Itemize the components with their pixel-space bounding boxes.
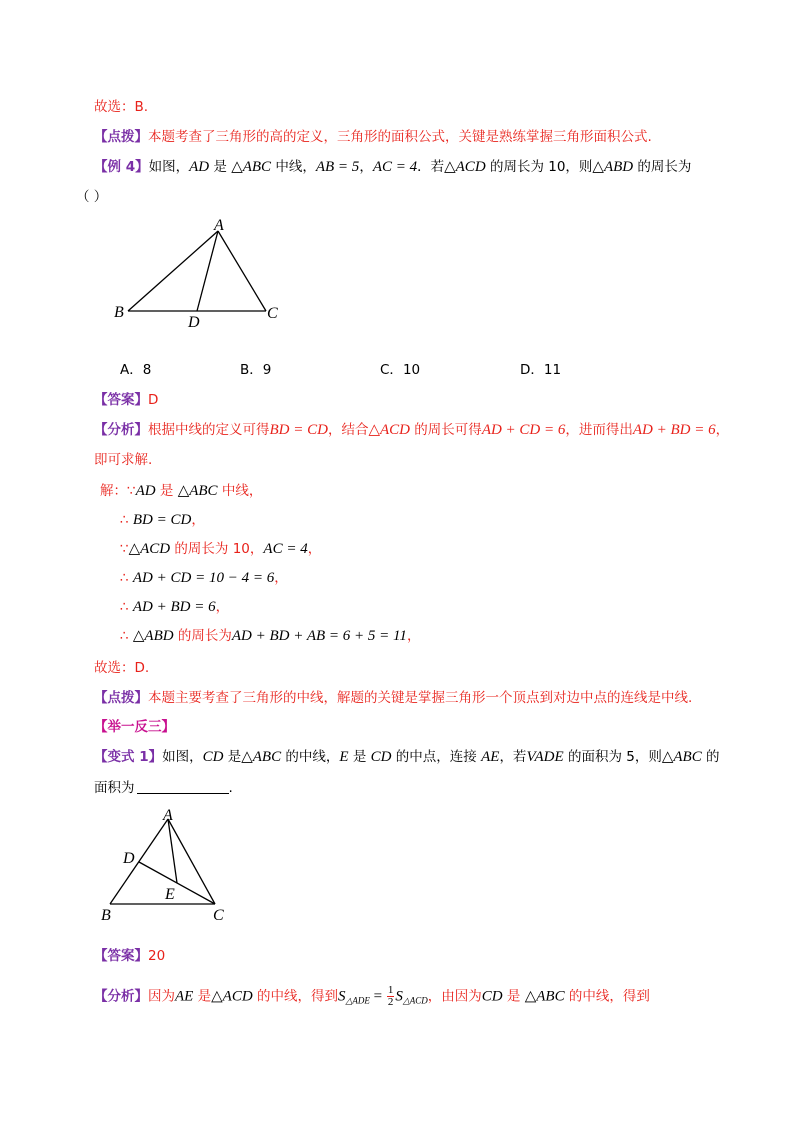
punct: . bbox=[228, 780, 233, 796]
punct: ， bbox=[307, 541, 322, 557]
q-text: 如图， bbox=[162, 749, 203, 765]
answer-value: D bbox=[148, 392, 159, 408]
analysis-text: 是 bbox=[193, 988, 212, 1005]
choice-letter: C． bbox=[380, 362, 403, 378]
q-text: ．若 bbox=[417, 159, 445, 175]
math-acd: △ACD bbox=[368, 422, 411, 438]
solution-line-6 bbox=[120, 626, 420, 646]
math-abc: △ABC bbox=[524, 988, 565, 1005]
choice-value: 8 bbox=[142, 362, 152, 378]
math-abd: △ABD bbox=[592, 159, 634, 175]
math-abc: △ABC bbox=[241, 749, 282, 765]
q-text: 如图， bbox=[148, 159, 190, 175]
q-text: 的周长为 10，则 bbox=[485, 159, 593, 175]
choice-value: 9 bbox=[262, 362, 272, 378]
q-text: 的中点，连接 bbox=[391, 749, 482, 765]
math-abc: △ABC bbox=[661, 749, 702, 765]
math-s: S bbox=[337, 988, 346, 1005]
q-text: 中线， bbox=[271, 159, 316, 175]
label-d: D bbox=[188, 314, 200, 330]
math-abc: △ABC bbox=[177, 483, 218, 499]
variant-1-line-2 bbox=[94, 778, 233, 798]
analysis-text: 的中线，得到 bbox=[252, 988, 338, 1005]
because-symbol: ∵ bbox=[120, 541, 129, 557]
math-s: S bbox=[395, 988, 403, 1005]
math-eq: BD = CD bbox=[132, 512, 192, 528]
choice-letter: A． bbox=[120, 362, 143, 378]
punct: ， bbox=[215, 599, 230, 615]
math-ae: AE bbox=[175, 988, 194, 1005]
analysis-text: 是 bbox=[502, 988, 525, 1005]
therefore-symbol: ∴ bbox=[120, 599, 133, 615]
math-acd: △ACD bbox=[444, 159, 486, 175]
q-text: 的面积为 5，则 bbox=[563, 749, 662, 765]
math-acd: △ACD bbox=[211, 988, 253, 1005]
answer-2 bbox=[94, 946, 165, 966]
fraction-denominator: 2 bbox=[387, 996, 394, 1008]
answer-choice-d-line: 故选：D. bbox=[94, 660, 150, 676]
answer-value: 20 bbox=[148, 948, 166, 964]
analysis-1-line-2: 即可求解. bbox=[94, 452, 153, 468]
analysis-text: 因为 bbox=[148, 988, 175, 1005]
answer-parentheses: （ ） bbox=[76, 189, 108, 205]
math-eq: AD + BD = 6 bbox=[632, 422, 716, 438]
answer-1 bbox=[94, 390, 158, 410]
math-eq: AC = 4 bbox=[263, 541, 308, 557]
solution-text: 的周长为 bbox=[173, 628, 232, 644]
analysis-text: ，由因为 bbox=[427, 988, 482, 1005]
section-heading: 【举一反三】 bbox=[94, 719, 175, 735]
q-text: ， bbox=[359, 159, 373, 175]
analysis-text: 根据中线的定义可得 bbox=[148, 422, 270, 438]
q-text: 面积为 bbox=[94, 780, 135, 796]
variant-tag: 【变式 1】 bbox=[94, 749, 163, 765]
analysis-2 bbox=[94, 985, 650, 1011]
side-ab bbox=[110, 819, 168, 904]
punct: ， bbox=[406, 628, 421, 644]
q-text: 是 bbox=[348, 749, 371, 765]
side-ab bbox=[128, 231, 218, 311]
solution-line-5 bbox=[120, 597, 229, 617]
label-b: B bbox=[114, 304, 124, 321]
variant-1-question bbox=[94, 747, 720, 767]
triangle-figure-2 bbox=[95, 805, 245, 925]
math-cd: CD bbox=[202, 749, 224, 765]
analysis-1 bbox=[94, 420, 729, 440]
math-eq: AD + BD = 6 bbox=[132, 599, 216, 615]
tip-tag: 【点拨】 bbox=[94, 129, 148, 145]
label-a: A bbox=[163, 807, 173, 824]
analysis-text: ，进而得出 bbox=[565, 422, 633, 438]
therefore-symbol: ∴ bbox=[120, 570, 133, 586]
choice-c[interactable] bbox=[380, 358, 420, 378]
label-a: A bbox=[214, 217, 224, 234]
math-abd: △ABD bbox=[132, 628, 174, 644]
choice-value: 10 bbox=[402, 362, 421, 378]
analysis-text: ， bbox=[715, 422, 730, 438]
tip-line-1 bbox=[94, 127, 652, 147]
math-ae: AE bbox=[481, 749, 500, 765]
analysis-text: ，结合 bbox=[327, 422, 369, 438]
choice-value: 11 bbox=[543, 362, 562, 378]
punct: ， bbox=[191, 512, 205, 528]
tip-text: 本题主要考查了三角形的中线，解题的关键是掌握三角形一个顶点到对边中点的连线是中线. bbox=[148, 690, 693, 706]
q-text: 的周长为 bbox=[633, 159, 692, 175]
choices-row bbox=[120, 358, 620, 378]
math-eq: AD + BD + AB = 6 + 5 = 11 bbox=[231, 628, 407, 644]
math-abc: △ABC bbox=[231, 159, 272, 175]
solution-line-2 bbox=[120, 510, 205, 530]
median-ad bbox=[197, 231, 218, 311]
math-ab: AB = 5 bbox=[315, 159, 360, 175]
analysis-tag: 【分析】 bbox=[94, 422, 148, 438]
answer-blank[interactable] bbox=[137, 779, 229, 794]
fraction-one-half bbox=[387, 985, 395, 1008]
q-text: 的 bbox=[701, 749, 720, 765]
therefore-symbol: ∴ bbox=[120, 512, 133, 528]
tip-line-2 bbox=[94, 688, 692, 708]
choice-letter: D． bbox=[520, 362, 544, 378]
side-ac bbox=[218, 231, 266, 311]
answer-tag: 【答案】 bbox=[94, 392, 148, 408]
solution-text: 中线， bbox=[217, 483, 263, 499]
choice-letter: B． bbox=[240, 362, 263, 378]
math-ad: AD bbox=[135, 483, 156, 499]
math-cd: CD bbox=[370, 749, 392, 765]
triangle-figure-1 bbox=[110, 215, 290, 330]
math-e: E bbox=[339, 749, 349, 765]
label-c: C bbox=[213, 907, 224, 924]
solution-label: 解：∵ bbox=[100, 483, 136, 499]
label-b: B bbox=[101, 907, 111, 924]
math-acd: △ACD bbox=[128, 541, 171, 557]
math-sub: △ACD bbox=[402, 995, 428, 1006]
solution-text: 是 bbox=[155, 483, 178, 499]
math-cd: CD bbox=[481, 988, 503, 1005]
answer-choice-b-line: 故选：B. bbox=[94, 99, 149, 115]
solution-line-4 bbox=[120, 568, 288, 588]
fraction-numerator: 1 bbox=[387, 984, 394, 996]
choice-b[interactable] bbox=[240, 358, 271, 378]
q-text: ，若 bbox=[499, 749, 527, 765]
q-text: 是 bbox=[209, 159, 232, 175]
math-eq: AD + CD = 6 bbox=[481, 422, 566, 438]
punct: ， bbox=[274, 570, 288, 586]
solution-text: 的周长为 10， bbox=[170, 541, 264, 557]
choice-d[interactable] bbox=[520, 358, 561, 378]
label-e: E bbox=[165, 886, 175, 903]
analysis-tag: 【分析】 bbox=[94, 988, 148, 1005]
math-bd-cd: BD = CD bbox=[269, 422, 328, 438]
choice-a[interactable] bbox=[120, 358, 151, 378]
therefore-symbol: ∴ bbox=[120, 628, 133, 644]
example-tag: 【例 4】 bbox=[94, 159, 149, 175]
analysis-text: 的中线，得到 bbox=[564, 988, 650, 1005]
answer-tag: 【答案】 bbox=[94, 948, 148, 964]
q-text: 是 bbox=[223, 749, 242, 765]
solution-line-1 bbox=[100, 481, 262, 501]
math-sub: △ADE bbox=[345, 995, 370, 1006]
math-eq: = bbox=[369, 988, 386, 1005]
solution-line-3 bbox=[120, 539, 321, 559]
q-text: 的中线， bbox=[281, 749, 340, 765]
example-4-question bbox=[94, 157, 691, 177]
tip-tag: 【点拨】 bbox=[94, 690, 148, 706]
analysis-text: 的周长可得 bbox=[410, 422, 482, 438]
math-ac: AC = 4 bbox=[372, 159, 418, 175]
segment-ae bbox=[168, 819, 177, 883]
math-ad: AD bbox=[189, 159, 210, 175]
label-d: D bbox=[123, 850, 135, 867]
math-eq: AD + CD = 10 − 4 = 6 bbox=[132, 570, 275, 586]
label-c: C bbox=[267, 305, 278, 322]
tip-text: 本题考查了三角形的高的定义，三角形的面积公式，关键是熟练掌握三角形面积公式. bbox=[148, 129, 652, 145]
math-ade: VADE bbox=[526, 749, 564, 765]
